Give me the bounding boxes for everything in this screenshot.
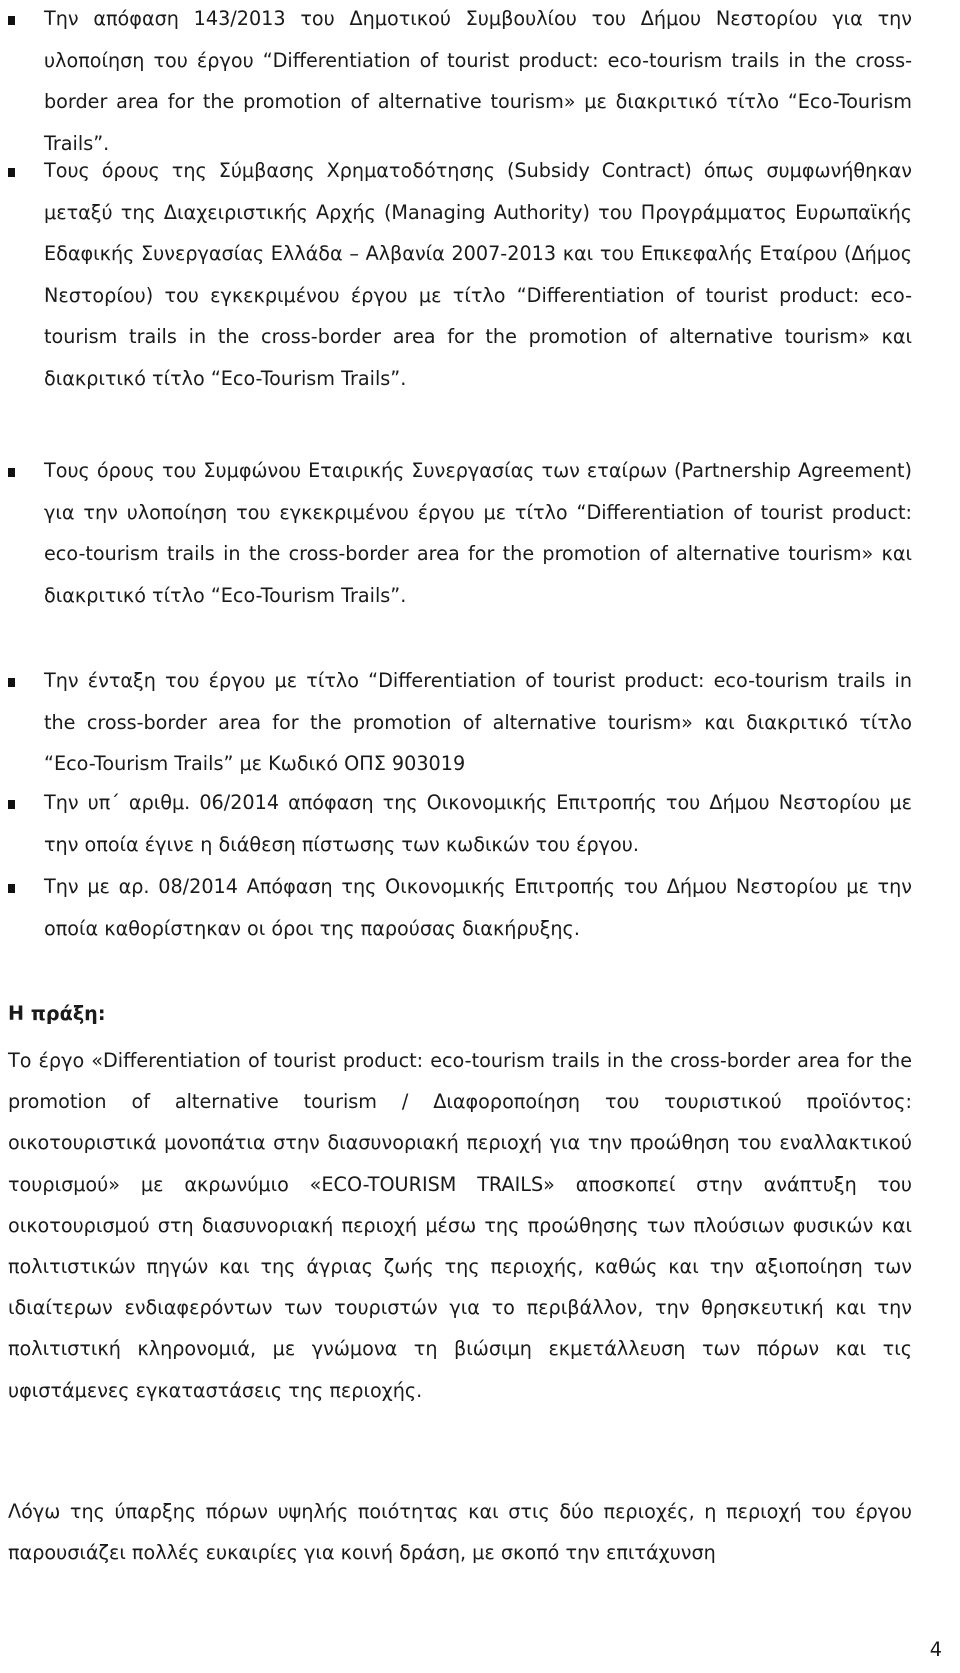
square-bullet-icon [8,16,15,25]
list-item-text: Την με αρ. 08/2014 Απόφαση της Οικονομικής Επιτροπής του Δήμου Νεστορίου με την οποία καθορίστηκαν οι όροι της παρούσας διακήρυξης. [44,875,912,940]
square-bullet-icon [8,678,15,687]
square-bullet-icon [8,884,15,893]
square-bullet-icon [8,168,15,177]
section-paragraph: Το έργο «Differentiation of tourist product: eco-tourism trails in the cross-border area for the promotion of alternative tourism / Διαφοροποίηση του τουριστικού προϊόντος: οικοτουριστικά μονοπάτια στην διασυνοριακή περιοχή για την προώθηση του εναλλακτικού τουρισμού» με ακρωνύμιο «ECO-TOURISM TRAILS» αποσκοπεί στην ανάπτυξη του οικοτουρισμού στη διασυνοριακή περιοχή μέσω της προώθησης των πλούσιων φυσικών και πολιτιστικών πηγών και της άγριας ζωής της περιοχής, καθώς και την αξιοποίηση των ιδιαίτερων ενδιαφερόντων των τουριστών για το περιβάλλον, την θρησκευτική και την πολιτιστική κληρονομιά, με γνώμονα τη βιώσιμη εκμετάλλευση των πόρων και τις υφιστάμενες εγκαταστάσεις της περιοχής. [8,1049,912,1402]
square-bullet-icon [8,800,15,809]
list-item-text: Την ένταξη του έργου με τίτλο “Differentiation of tourist product: eco-tourism trails in the cross-border area for the promotion of alternative tourism» και διακριτικό τίτλο “Eco-Tourism Trails” με Κωδικό ΟΠΣ 903019 [44,669,912,775]
list-item-text: Την υπ΄ αριθμ. 06/2014 απόφαση της Οικονομικής Επιτροπής του Δήμου Νεστορίου με την οποία έγινε η διάθεση πίστωσης των κωδικών του έργου. [44,791,912,856]
list-item-text: Τους όρους του Συμφώνου Εταιρικής Συνεργασίας των εταίρων (Partnership Agreement) για την υλοποίηση του εγκεκριμένου έργου με τίτλο “Differentiation of tourist product: eco-tourism trails in the cross-border area for the promotion of alternative tourism» και διακριτικό τίτλο “Eco-Tourism Trails”. [44,459,912,607]
square-bullet-icon [8,468,15,477]
section-heading: Η πράξη: [8,1002,106,1025]
section-paragraph: Λόγω της ύπαρξης πόρων υψηλής ποιότητας και στις δύο περιοχές, η περιοχή του έργου παρουσιάζει πολλές ευκαιρίες για κοινή δράση, με σκοπό την επιτάχυνση [8,1500,912,1565]
page-number: 4 [929,1638,942,1661]
list-item-text: Την απόφαση 143/2013 του Δημοτικού Συμβουλίου του Δήμου Νεστορίου για την υλοποίηση του έργου “Differentiation of tourist product: eco-tourism trails in the cross-border area for the promotion of alternative tourism» με διακριτικό τίτλο “Eco-Tourism Trails”. [44,7,912,155]
list-item-text: Τους όρους της Σύμβασης Χρηματοδότησης (Subsidy Contract) όπως συμφωνήθηκαν μεταξύ της Διαχειριστικής Αρχής (Managing Authority) του Προγράμματος Ευρωπαϊκής Εδαφικής Συνεργασίας Ελλάδα – Αλβανία 2007-2013 και του Επικεφαλής Εταίρου (Δήμος Νεστορίου) του εγκεκριμένου έργου με τίτλο “Differentiation of tourist product: eco-tourism trails in the cross-border area for the promotion of alternative tourism» και διακριτικό τίτλο “Eco-Tourism Trails”. [44,159,912,390]
